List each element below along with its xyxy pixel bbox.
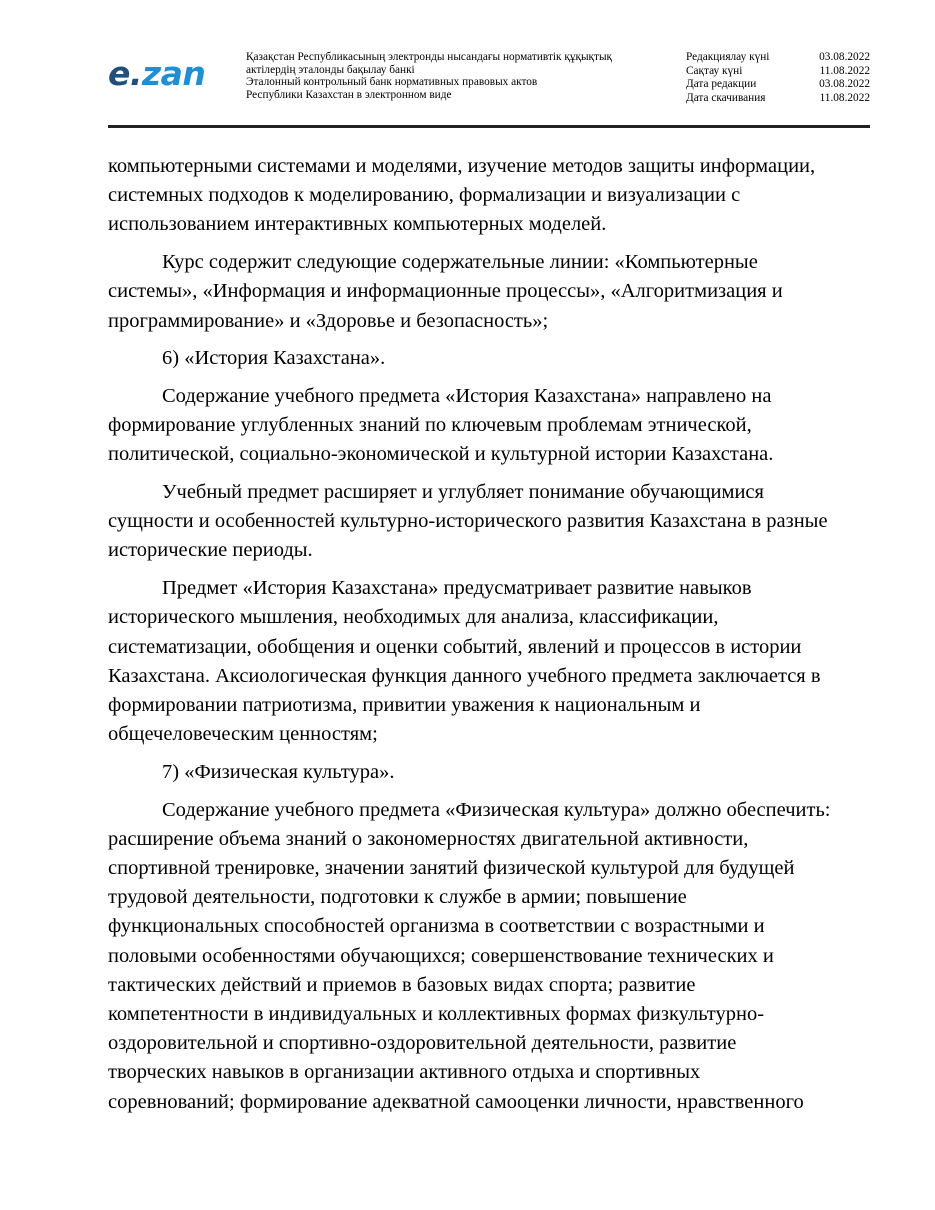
text-line: сущности и особенностей культурно-исторического развития Казахстана в разные	[108, 510, 828, 533]
text-line: исторического мышления, необходимых для анализа, классификации,	[108, 606, 719, 629]
meta-label: Редакциялау күні	[686, 51, 770, 63]
meta-value: 11.08.2022	[819, 91, 870, 104]
text-line: системных подходов к моделированию, формализации и визуализации с	[108, 184, 741, 207]
text-line: Учебный предмет расширяет и углубляет понимание обучающимися	[162, 481, 764, 504]
document-dates	[686, 51, 870, 105]
organization-name	[246, 51, 666, 101]
text-line: оздоровительной и спортивно-оздоровительной деятельности, развитие	[108, 1032, 737, 1055]
text-line: творческих навыков в организации активного отдыха и спортивных	[108, 1061, 701, 1084]
meta-label: Дата редакции	[686, 78, 757, 91]
meta-label: Дата скачивания	[686, 91, 766, 104]
paragraph	[108, 152, 870, 240]
text-line: компьютерными системами и моделями, изучение методов защиты информации,	[108, 155, 816, 177]
meta-row-edit-date-ru	[686, 78, 870, 92]
text-line: формировании патриотизма, привитии уважения к национальным и	[108, 693, 701, 716]
org-line: актілердің эталонды бақылау банкі	[246, 63, 415, 76]
org-line: Қазақстан Республикасының электронды нысандағы нормативтік құқықтық	[246, 51, 613, 63]
text-line: программирование» и «Здоровье и безопасность»;	[108, 309, 549, 332]
logo-part-2: zan	[141, 54, 206, 93]
document-header	[108, 46, 870, 126]
meta-value: 03.08.2022	[819, 78, 870, 91]
text-line: политической, социально-экономической и культурной истории Казахстана.	[108, 443, 774, 466]
document-body	[108, 152, 870, 1125]
text-line: 6) «История Казахстана».	[162, 347, 386, 370]
text-line: формирование углубленных знаний по ключевым проблемам этнической,	[108, 414, 752, 437]
text-line: использованием интерактивных компьютерных моделей.	[108, 213, 607, 236]
text-line: системы», «Информация и информационные процессы», «Алгоритмизация и	[108, 280, 783, 303]
section-heading	[108, 758, 870, 787]
text-line: Содержание учебного предмета «История Казахстана» направлено на	[162, 384, 772, 407]
text-line: 7) «Физическая культура».	[162, 760, 395, 783]
meta-label: Сақтау күні	[686, 64, 743, 77]
text-line: спортивной тренировке, значении занятий физической культурой для будущей	[108, 856, 795, 879]
text-line: Содержание учебного предмета «Физическая культура» должно обеспечить:	[162, 798, 831, 821]
paragraph	[108, 382, 870, 470]
text-line: компетентности в индивидуальных и коллективных формах физкультурно-	[108, 1002, 765, 1025]
header-divider	[108, 125, 870, 128]
text-line: Предмет «История Казахстана» предусматривает развитие навыков	[162, 577, 752, 600]
text-line: Курс содержит следующие содержательные линии: «Компьютерные	[162, 251, 758, 274]
section-heading	[108, 344, 870, 373]
org-line: Эталонный контрольный банк нормативных правовых актов	[246, 76, 538, 89]
paragraph	[108, 796, 870, 1117]
text-line: расширение объема знаний о закономерностях двигательной активности,	[108, 827, 749, 850]
text-line: трудовой деятельности, подготовки к службе в армии; повышение	[108, 886, 687, 909]
org-line: Республики Казахстан в электронном виде	[246, 88, 452, 101]
text-line: Казахстана. Аксиологическая функция данного учебного предмета заключается в	[108, 664, 821, 687]
text-line: общечеловеческим ценностям;	[108, 723, 378, 746]
logo-part-1: e.	[108, 54, 142, 93]
text-line: соревнований; формирование адекватной самооценки личности, нравственного	[108, 1090, 804, 1113]
text-line: функциональных способностей организма в соответствии с возрастными и	[108, 915, 765, 938]
text-line: систематизации, обобщения и оценки событий, явлений и процессов в истории	[108, 635, 802, 658]
text-line: тактических действий и приемов в базовых видах спорта; развитие	[108, 973, 696, 996]
meta-value: 11.08.2022	[819, 64, 870, 77]
ezan-logo	[108, 54, 205, 94]
meta-row-save-date-kz	[686, 65, 870, 79]
text-line: половыми особенностями обучающихся; совершенствование технических и	[108, 944, 774, 967]
meta-value: 03.08.2022	[819, 51, 870, 63]
paragraph	[108, 574, 870, 749]
meta-row-edit-date-kz	[686, 51, 870, 65]
text-line: исторические периоды.	[108, 539, 313, 562]
paragraph	[108, 478, 870, 566]
paragraph	[108, 248, 870, 336]
meta-row-download-date-ru	[686, 92, 870, 106]
